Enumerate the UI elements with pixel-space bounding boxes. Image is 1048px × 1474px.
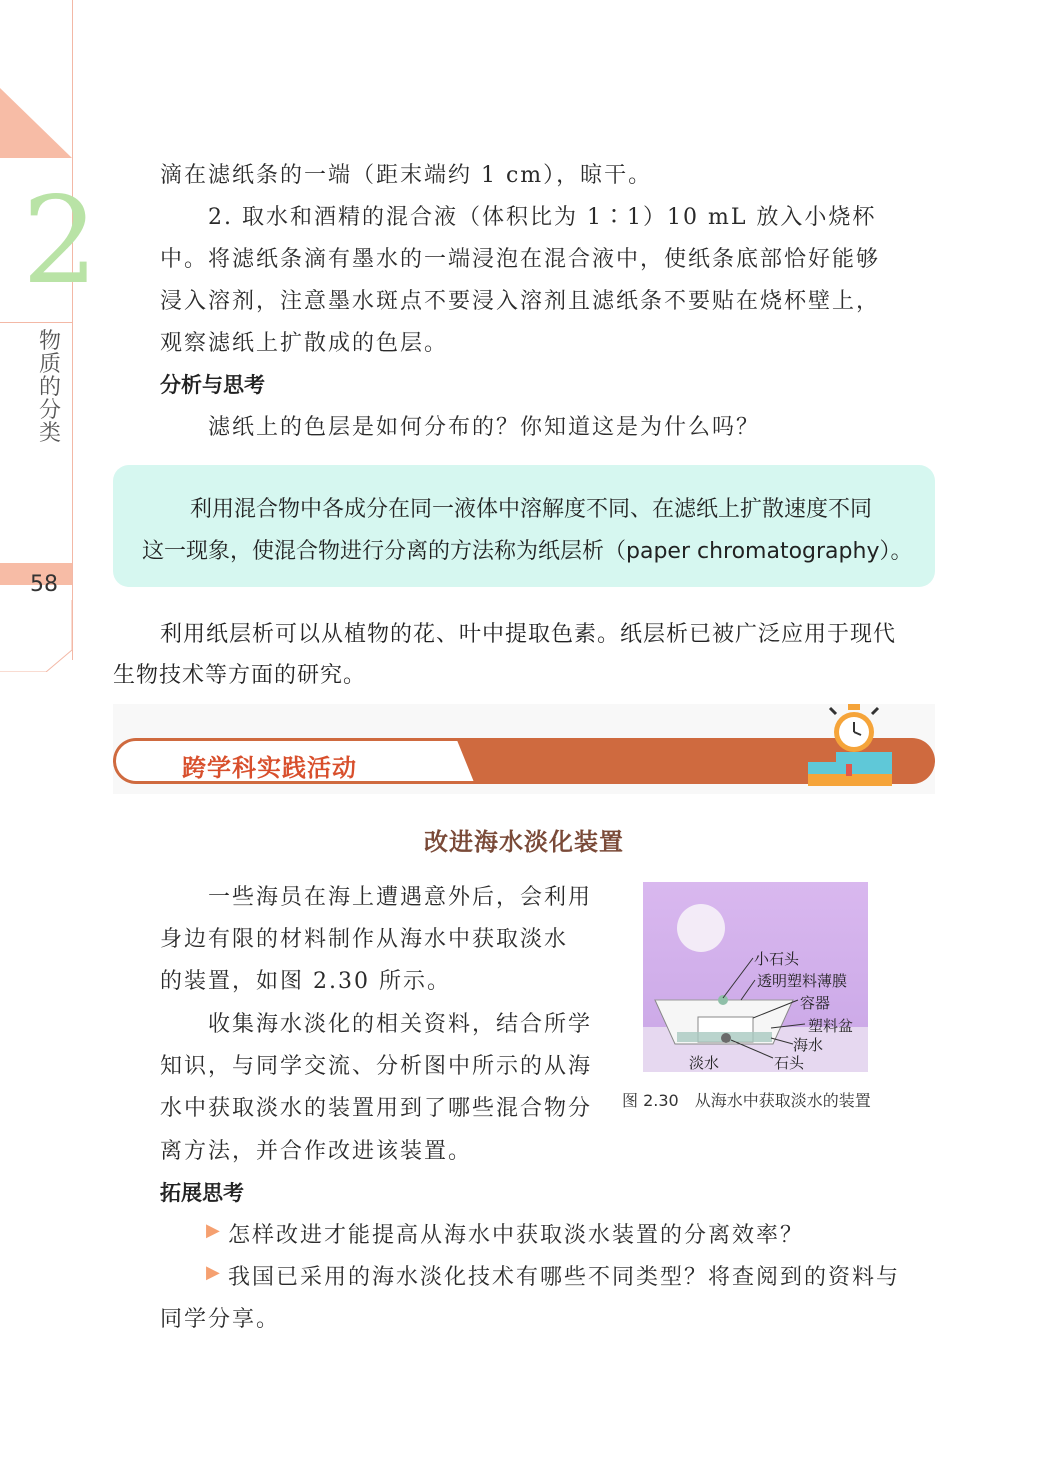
triangle-bullet-icon: ▶	[206, 1262, 220, 1283]
activity-line: 水中获取淡水的装置用到了哪些混合物分	[160, 1096, 593, 1121]
figure-label: 透明塑料薄膜	[757, 972, 848, 990]
intro-line: 2. 取水和酒精的混合液（体积比为 1∶1）10 mL 放入小烧杯	[208, 205, 877, 230]
page-tab-outline	[0, 600, 72, 672]
figure-caption: 图 2.30 从海水中获取淡水的装置	[622, 1091, 871, 1110]
activity-line: 的装置，如图 2.30 所示。	[160, 969, 451, 994]
definition-box	[113, 465, 935, 587]
figure-label: 小石头	[754, 950, 800, 968]
activity-line: 身边有限的材料制作从海水中获取淡水	[160, 927, 569, 952]
clock-books-icon	[806, 702, 898, 790]
chapter-number: 2	[22, 172, 99, 311]
figure-label: 容器	[800, 994, 831, 1012]
figure-label: 塑料盆	[808, 1017, 854, 1035]
figure-label: 石头	[774, 1054, 805, 1072]
margin-line	[72, 0, 73, 660]
application-line: 生物技术等方面的研究。	[113, 663, 367, 688]
extension-heading: 拓展思考	[160, 1181, 244, 1205]
intro-line: 观察滤纸上扩散成的色层。	[160, 331, 449, 356]
banner-title: 跨学科实践活动	[182, 754, 357, 782]
extension-question: 怎样改进才能提高从海水中获取淡水装置的分离效率？	[228, 1223, 805, 1248]
figure-label: 淡水	[689, 1054, 720, 1072]
intro-line: 滴在滤纸条的一端（距末端约 1 cm），晾干。	[160, 163, 653, 188]
chapter-title: 物质的分类	[38, 329, 61, 446]
activity-line: 知识，与同学交流、分析图中所示的从海	[160, 1054, 593, 1079]
intro-line: 中。将滤纸条滴有墨水的一端浸泡在混合液中，使纸条底部恰好能够	[160, 247, 881, 272]
chapter-divider	[0, 322, 72, 323]
page-number: 58	[30, 572, 58, 597]
intro-line: 浸入溶剂，注意墨水斑点不要浸入溶剂且滤纸条不要贴在烧杯壁上，	[160, 289, 881, 314]
figure-label: 海水	[793, 1036, 824, 1054]
triangle-bullet-icon: ▶	[206, 1220, 220, 1241]
extension-question: 我国已采用的海水淡化技术有哪些不同类型？将查阅到的资料与	[228, 1265, 901, 1290]
activity-line: 收集海水淡化的相关资料，结合所学	[208, 1012, 593, 1037]
activity-line: 一些海员在海上遭遇意外后，会利用	[208, 885, 593, 910]
extension-question: 同学分享。	[160, 1307, 281, 1332]
application-line: 利用纸层析可以从植物的花、叶中提取色素。纸层析已被广泛应用于现代	[160, 622, 897, 647]
corner-triangle-decoration	[0, 88, 72, 158]
activity-title: 改进海水淡化装置	[424, 828, 624, 856]
analysis-heading: 分析与思考	[160, 373, 265, 397]
activity-line: 离方法，并合作改进该装置。	[160, 1139, 473, 1164]
figure-leader-lines	[643, 882, 868, 1072]
definition-line: 这一现象，使混合物进行分离的方法称为纸层析（paper chromatography）。	[142, 539, 913, 564]
definition-line: 利用混合物中各成分在同一液体中溶解度不同、在滤纸上扩散速度不同	[190, 497, 873, 522]
analysis-question: 滤纸上的色层是如何分布的？你知道这是为什么吗？	[208, 415, 761, 440]
